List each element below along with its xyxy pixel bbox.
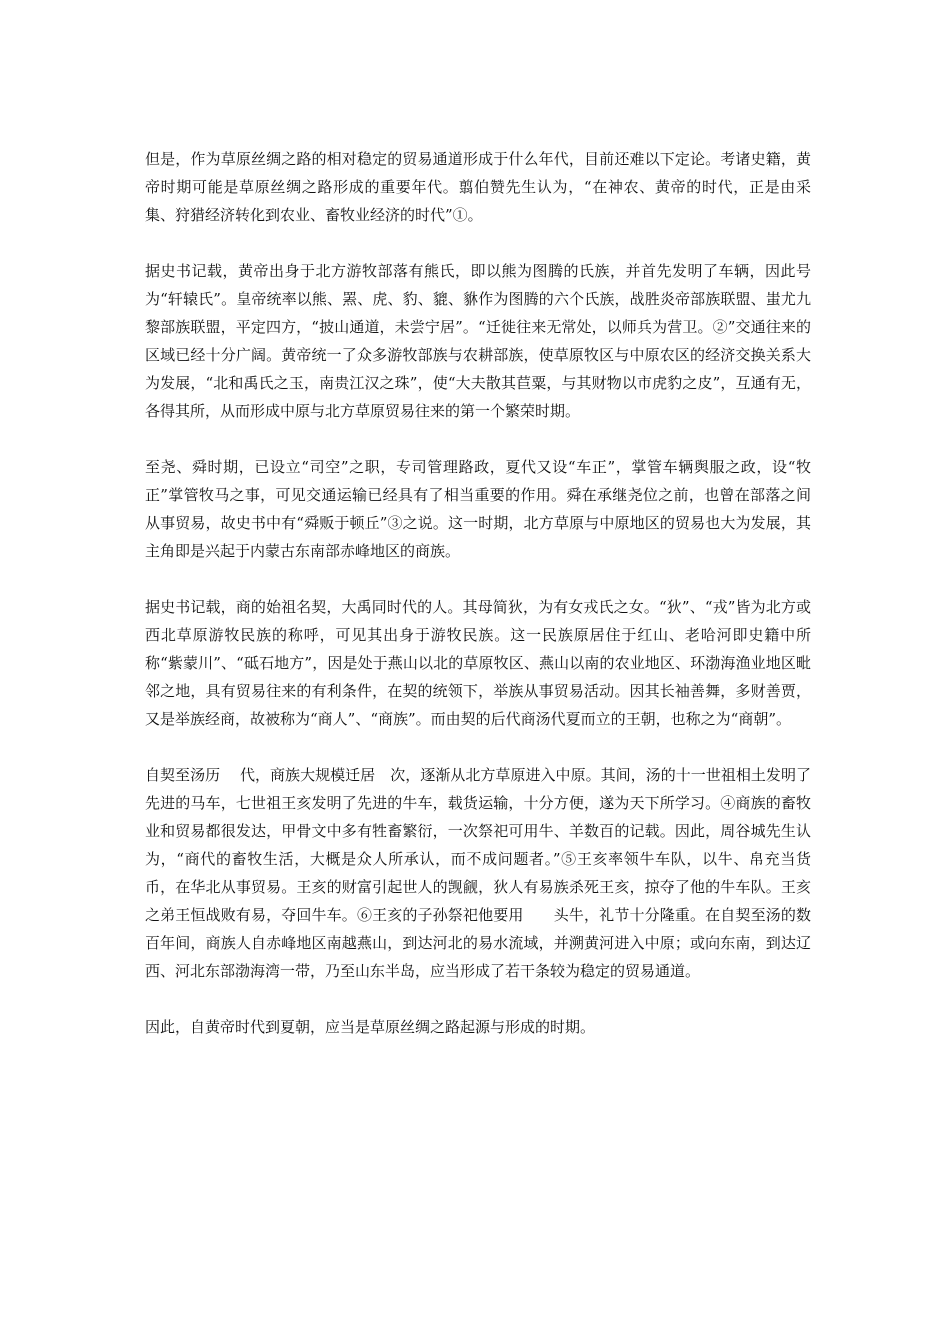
paragraph-1: 但是，作为草原丝绸之路的相对稳定的贸易通道形成于什么年代，目前还难以下定论。考诸史籍，黄帝时期可能是草原丝绸之路形成的重要年代。翦伯赞先生认为，“在神农、黄帝的时代，正是由采集、狩猎经济转化到农业、畜牧业经济的时代”①。 bbox=[145, 150, 811, 224]
paragraph-6: 因此，自黄帝时代到夏朝，应当是草原丝绸之路起源与形成的时期。 bbox=[145, 1018, 596, 1036]
paragraph-2: 据史书记载，黄帝出身于北方游牧部落有熊氏，即以熊为图腾的氏族，并首先发明了车辆，因此号为“轩辕氏”。皇帝统率以熊、罴、虎、豹、貔、貅作为图腾的六个氏族，战胜炎帝部族联盟、蚩尤九黎部族联盟，平定四方，“披山通道，未尝宁居”。“迁徙往来无常处，以师兵为营卫。②”交通往来的区域已经十分广阔。黄帝统一了众多游牧部族与农耕部族，使草原牧区与中原农区的经济交换关系大为发展，“北和禹氏之玉，南贵江汉之珠”，使“大夫散其苣粟，与其财物以市虎豹之皮”，互通有无，各得其所，从而形成中原与北方草原贸易往来的第一个繁荣时期。 bbox=[145, 262, 811, 420]
paragraph-4: 据史书记载，商的始祖名契，大禹同时代的人。其母简狄，为有女戎氏之女。“狄”、“戎”皆为北方或西北草原游牧民族的称呼，可见其出身于游牧民族。这一民族原居住于红山、老哈河即史籍中所称“紫蒙川”、“砥石地方”，因是处于燕山以北的草原牧区、燕山以南的农业地区、环渤海渔业地区毗邻之地，具有贸易往来的有利条件，在契的统领下，举族从事贸易活动。因其长袖善舞，多财善贾，又是举族经商，故被称为“商人”、“商族”。而由契的后代商汤代夏而立的王朝，也称之为“商朝”。 bbox=[145, 598, 811, 728]
paragraph-5: 自契至汤历 代，商族大规模迁居 次，逐渐从北方草原进入中原。其间，汤的十一世祖相土发明了先进的马车，七世祖王亥发明了先进的牛车，载货运输，十分方便，遂为天下所学习。④商族的畜牧业和贸易都很发达，甲骨文中多有牲畜繁衍，一次祭祀可用牛、羊数百的记载。因此，周谷城先生认为，“商代的畜牧生活，大概是众人所承认，而不成问题者。”⑤王亥率领牛车队，以牛、帛充当货币，在华北从事贸易。王亥的财富引起世人的觊觎，狄人有易族杀死王亥，掠夺了他的牛车队。王亥之弟王恒战败有易，夺回牛车。⑥王亥的子孙祭祀他要用 头牛，礼节十分隆重。在自契至汤的数百年间，商族人自赤峰地区南越燕山，到达河北的易水流域，并溯黄河进入中原；或向东南，到达辽西、河北东部渤海湾一带，乃至山东半岛，应当形成了若干条较为稳定的贸易通道。 bbox=[145, 766, 811, 980]
paragraph-3: 至尧、舜时期，已设立“司空”之职，专司管理路政，夏代又设“车正”，掌管车辆舆服之政，设“牧正”掌管牧马之事，可见交通运输已经具有了相当重要的作用。舜在承继尧位之前，也曾在部落之间从事贸易，故史书中有“舜贩于顿丘”③之说。这一时期，北方草原与中原地区的贸易也大为发展，其主角即是兴起于内蒙古东南部赤峰地区的商族。 bbox=[145, 458, 811, 560]
document-body bbox=[145, 145, 811, 1041]
